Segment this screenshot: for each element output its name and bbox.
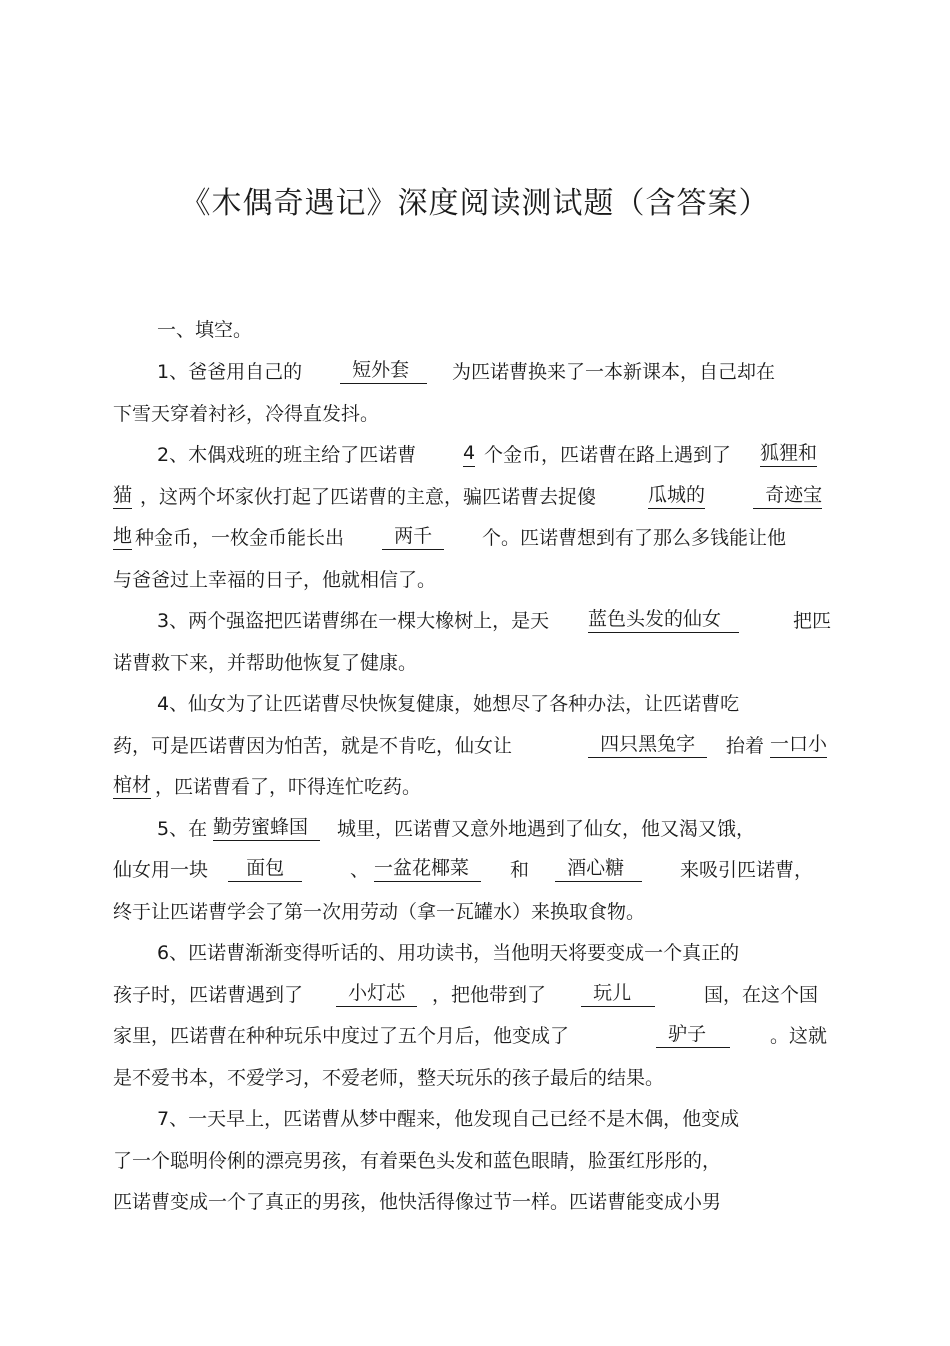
text-line xyxy=(0,689,950,719)
answer-blank: 驴子 xyxy=(656,1021,730,1048)
text-segment: 来吸引匹诺曹， xyxy=(680,859,814,881)
text-line xyxy=(0,855,950,885)
text-segment: 诺曹救下来，并帮助他恢复了健康。 xyxy=(113,652,418,674)
text-segment: 匹诺曹变成一个了真正的男孩，他快活得像过节一样。匹诺曹能变成小男 xyxy=(113,1191,722,1213)
text-line xyxy=(0,1021,950,1051)
text-segment: 了一个聪明伶俐的漂亮男孩，有着栗色头发和蓝色眼睛，脸蛋红彤彤的， xyxy=(113,1150,722,1172)
text-line xyxy=(0,565,950,595)
text-segment: 。这就 xyxy=(770,1025,828,1047)
text-segment: 与爸爸过上幸福的日子，他就相信了。 xyxy=(113,569,437,591)
text-segment: 4、仙女为了让匹诺曹尽快恢复健康，她想尽了各种办法，让匹诺曹吃 xyxy=(157,693,740,715)
answer-blank: 两千 xyxy=(382,523,444,550)
answer-blank: 4 xyxy=(463,440,475,467)
text-line xyxy=(0,980,950,1010)
text-segment: 家里，匹诺曹在种种玩乐中度过了五个月后，他变成了 xyxy=(113,1025,576,1047)
text-line xyxy=(0,315,950,345)
answer-blank: 狐狸和 xyxy=(760,440,817,467)
answer-blank: 瓜城的 xyxy=(648,482,705,509)
text-segment: 2、木偶戏班的班主给了匹诺曹 xyxy=(157,444,423,466)
answer-blank: 小灯芯 xyxy=(336,980,417,1007)
text-line xyxy=(0,440,950,470)
answer-blank: 猫 xyxy=(113,482,132,509)
text-segment: 仙女用一块 xyxy=(113,859,215,881)
answer-blank: 一口小 xyxy=(770,731,827,758)
answer-blank: 一盆花椰菜 xyxy=(374,855,481,882)
text-line xyxy=(0,1104,950,1134)
text-line xyxy=(0,772,950,802)
text-segment: 、 xyxy=(350,859,370,881)
answer-blank: 酒心糖 xyxy=(555,855,642,882)
text-segment: ，把他带到了 xyxy=(426,984,553,1006)
text-segment: 孩子时，匹诺曹遇到了 xyxy=(113,984,310,1006)
text-line xyxy=(0,606,950,636)
text-segment: 为匹诺曹换来了一本新课本，自己却在 xyxy=(452,361,776,383)
text-line xyxy=(0,482,950,512)
text-segment: 把匹 xyxy=(793,610,832,632)
text-segment: 药，可是匹诺曹因为怕苦，就是不肯吃，仙女让 xyxy=(113,735,519,757)
document-title: 《木偶奇遇记》深度阅读测试题（含答案） xyxy=(180,186,770,221)
text-segment: 7、一天早上，匹诺曹从梦中醒来，他发现自己已经不是木偶，他变成 xyxy=(157,1108,740,1130)
text-segment: 抬着 xyxy=(726,735,765,757)
text-segment: 个金币，匹诺曹在路上遇到了 xyxy=(484,444,732,466)
text-segment: 终于让匹诺曹学会了第一次用劳动（拿一瓦罐水）来换取食物。 xyxy=(113,901,646,923)
text-line xyxy=(0,648,950,678)
answer-blank: 棺材 xyxy=(113,772,151,799)
text-segment: 3、两个强盗把匹诺曹绑在一棵大橡树上，是天 xyxy=(157,610,550,632)
answer-blank: 蓝色头发的仙女 xyxy=(588,606,739,633)
answer-blank: 短外套 xyxy=(340,357,427,384)
answer-blank: 地 xyxy=(113,523,132,550)
answer-blank: 面包 xyxy=(228,855,302,882)
text-segment: ，匹诺曹看了，吓得连忙吃药。 xyxy=(155,776,422,798)
text-segment: 个。匹诺曹想到有了那么多钱能让他 xyxy=(482,527,787,549)
text-segment: ，这两个坏家伙打起了匹诺曹的主意，骗匹诺曹去捉傻 xyxy=(140,486,597,508)
text-line xyxy=(0,1063,950,1093)
text-segment: 种金币，一枚金币能长出 xyxy=(135,527,351,549)
text-segment: 1、爸爸用自己的 xyxy=(157,361,309,383)
text-line xyxy=(0,938,950,968)
text-line xyxy=(0,897,950,927)
text-line xyxy=(0,1187,950,1217)
text-segment: 国，在这个国 xyxy=(704,984,819,1006)
text-segment: 下雪天穿着衬衫，冷得直发抖。 xyxy=(113,403,380,425)
text-line xyxy=(0,1146,950,1176)
text-line xyxy=(0,357,950,387)
text-line xyxy=(0,731,950,761)
section-heading: 一、填空。 xyxy=(157,319,253,341)
answer-blank: 四只黑兔字 xyxy=(588,731,707,758)
text-segment: 6、匹诺曹渐渐变得听话的、用功读书，当他明天将要变成一个真正的 xyxy=(157,942,740,964)
text-segment: 是不爱书本，不爱学习，不爱老师，整天玩乐的孩子最后的结果。 xyxy=(113,1067,665,1089)
text-segment: 和 xyxy=(510,859,536,881)
text-line xyxy=(0,523,950,553)
text-segment: 5、在 xyxy=(157,818,208,840)
text-line xyxy=(0,399,950,429)
answer-blank: 玩儿 xyxy=(581,980,655,1007)
text-line xyxy=(0,814,950,844)
text-segment xyxy=(711,482,735,512)
answer-blank: 勤劳蜜蜂国 xyxy=(213,814,320,841)
text-segment: 城里，匹诺曹又意外地遇到了仙女，他又渴又饿， xyxy=(337,818,756,840)
answer-blank: 奇迹宝 xyxy=(753,482,822,509)
